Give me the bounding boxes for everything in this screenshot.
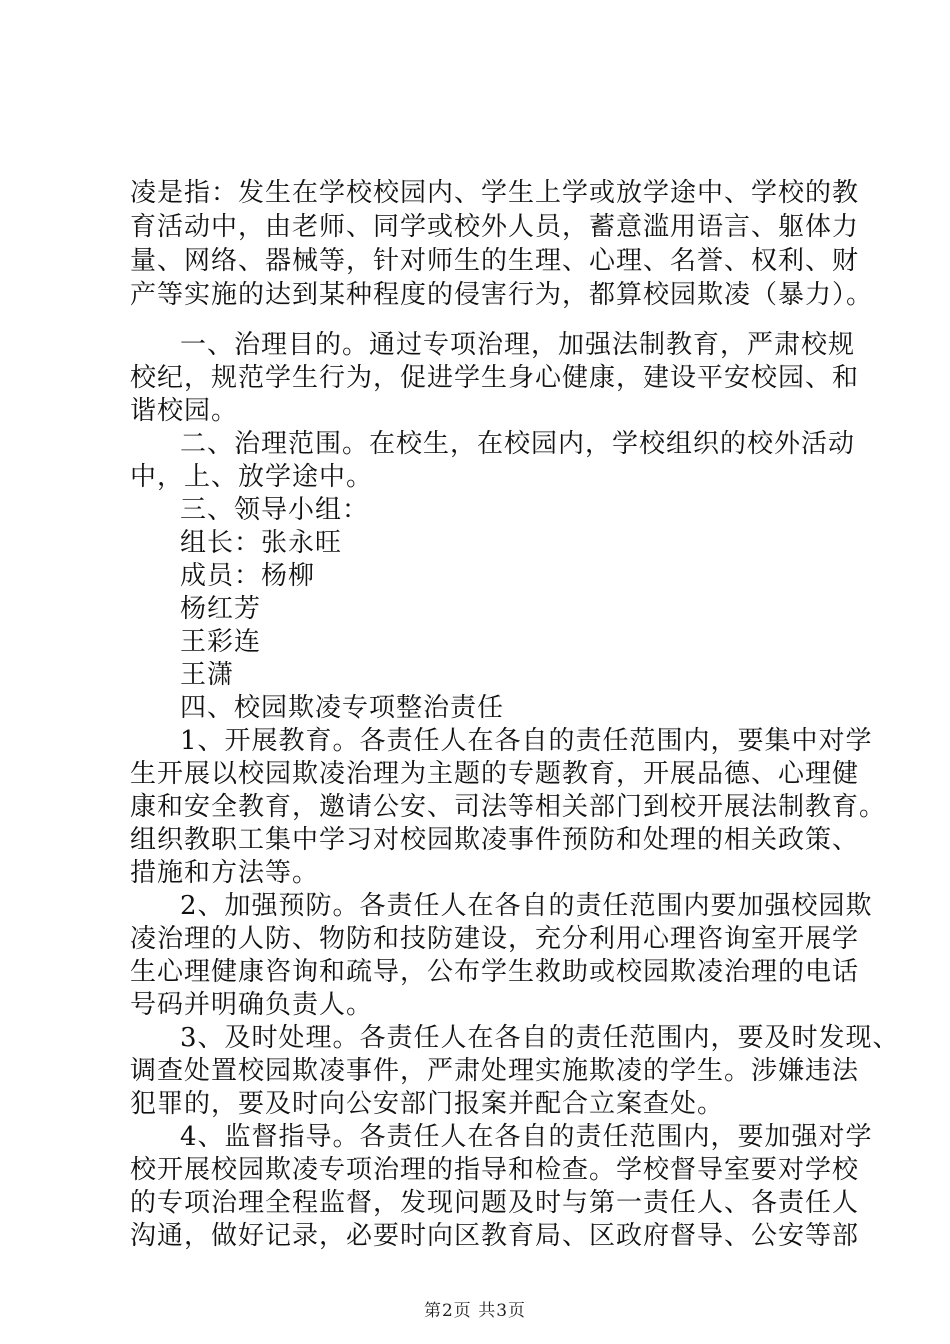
paragraph-line: 的专项治理全程监督，发现问题及时与第一责任人、各责任人 [130, 1188, 860, 1218]
paragraph-line: 凌是指：发生在学校校园内、学生上学或放学途中、学校的教 [130, 178, 860, 208]
section-heading-line: 一、治理目的。通过专项治理，加强法制教育，严肃校规 [180, 330, 856, 360]
member-line: 成员：杨柳 [180, 561, 316, 591]
paragraph-line: 生心理健康咨询和疏导，公布学生救助或校园欺凌治理的电话 [130, 957, 860, 987]
paragraph-line: 3、及时处理。各责任人在各自的责任范围内，要及时发现、 [180, 1023, 900, 1053]
paragraph-line: 2、加强预防。各责任人在各自的责任范围内要加强校园欺 [180, 891, 873, 921]
leader-line: 组长：张永旺 [180, 528, 343, 558]
page-number-footer: 第2页 共3页 [423, 1301, 527, 1321]
paragraph-line: 中，上、放学途中。 [130, 462, 374, 492]
paragraph-line: 量、网络、器械等，针对师生的生理、心理、名誉、权利、财 [130, 246, 860, 276]
section-heading-line: 四、校园欺凌专项整治责任 [180, 693, 505, 723]
paragraph-line: 育活动中，由老师、同学或校外人员，蓄意滥用语言、躯体力 [130, 212, 860, 242]
paragraph-line: 4、监督指导。各责任人在各自的责任范围内，要加强对学 [180, 1122, 873, 1152]
paragraph-line: 组织教职工集中学习对校园欺凌事件预防和处理的相关政策、 [130, 825, 860, 855]
paragraph-line: 号码并明确负责人。 [130, 990, 374, 1020]
section-heading-line: 三、领导小组： [180, 495, 370, 525]
paragraph-line: 措施和方法等。 [130, 858, 320, 888]
paragraph-line: 凌治理的人防、物防和技防建设，充分利用心理咨询室开展学 [130, 924, 860, 954]
paragraph-line: 校开展校园欺凌专项治理的指导和检查。学校督导室要对学校 [130, 1155, 860, 1185]
member-line: 王潇 [180, 660, 235, 690]
paragraph-line: 犯罪的，要及时向公安部门报案并配合立案查处。 [130, 1089, 725, 1119]
section-heading-line: 二、治理范围。在校生，在校园内，学校组织的校外活动 [180, 429, 856, 459]
paragraph-line: 产等实施的达到某种程度的侵害行为，都算校园欺凌（暴力）。 [130, 280, 874, 310]
paragraph-line: 校纪，规范学生行为，促进学生身心健康，建设平安校园、和 [130, 363, 860, 393]
member-line: 杨红芳 [180, 594, 262, 624]
paragraph-line: 沟通，做好记录，必要时向区教育局、区政府督导、公安等部 [130, 1221, 860, 1251]
member-line: 王彩连 [180, 627, 262, 657]
paragraph-line: 调查处置校园欺凌事件，严肃处理实施欺凌的学生。涉嫌违法 [130, 1056, 860, 1086]
paragraph-line: 康和安全教育，邀请公安、司法等相关部门到校开展法制教育。 [130, 792, 887, 822]
paragraph-line: 谐校园。 [130, 396, 239, 426]
paragraph-line: 1、开展教育。各责任人在各自的责任范围内，要集中对学 [180, 726, 873, 756]
paragraph-line: 生开展以校园欺凌治理为主题的专题教育，开展品德、心理健 [130, 759, 860, 789]
